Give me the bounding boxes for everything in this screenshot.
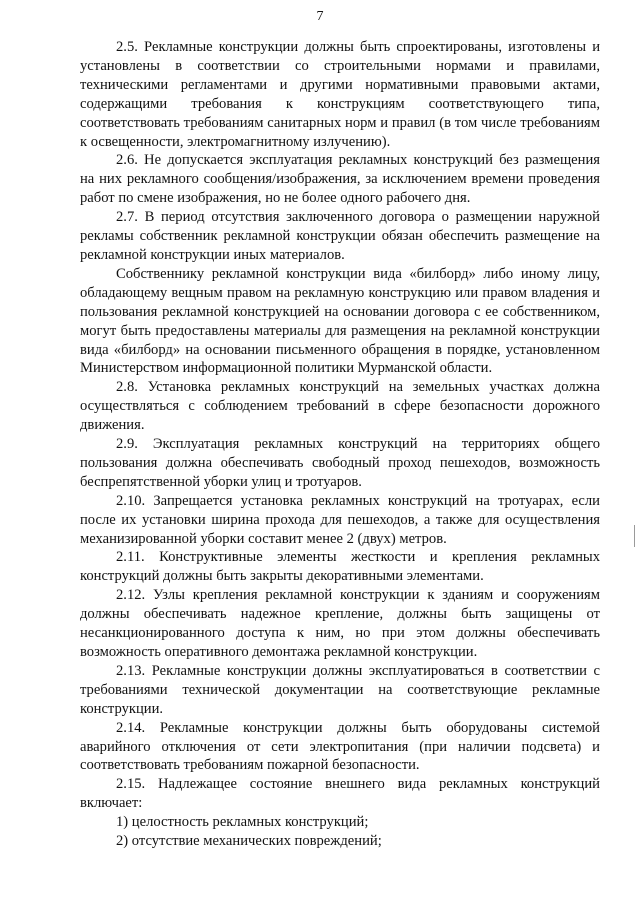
paragraph-billboard-owner: Собственнику рекламной конструкции вида «билборд» либо иному лицу, обладающему вещным правом на рекламную конструкцию или правом владения и пользования рекламной конструкцией на основании договора с ее собственником, могут быть предоставлены материалы для размещения на рекламной конструкции вида «билборд» на основании письменного обращения в порядке, установленном Министерством информационной политики Мурманской области. bbox=[80, 265, 600, 377]
paragraph-2-13: 2.13. Рекламные конструкции должны эксплуатироваться в соответствии с требованиями технической документации на соответствующие рекламные конструкции. bbox=[80, 662, 600, 717]
document-body bbox=[80, 38, 600, 851]
paragraph-2-8: 2.8. Установка рекламных конструкций на земельных участках должна осуществляться с соблюдением требований в сфере безопасности дорожного движения. bbox=[80, 379, 600, 434]
list-item-2: 2) отсутствие механических повреждений; bbox=[116, 833, 382, 850]
paragraph-2-9: 2.9. Эксплуатация рекламных конструкций на территориях общего пользования должна обеспечивать свободный проход пешеходов, возможность беспрепятственной уборки улиц и тротуаров. bbox=[80, 436, 600, 490]
paragraph-2-14: 2.14. Рекламные конструкции должны быть оборудованы системой аварийного отключения от сети электропитания (при наличии подсвета) и соответствовать требованиям пожарной безопасности. bbox=[80, 719, 600, 774]
paragraph-2-5: 2.5. Рекламные конструкции должны быть спроектированы, изготовлены и установлены в соответствии со строительными нормами и правилами, техническими регламентами и другими нормативными правовыми актами, содержащими требования к конструкциям соответствующего типа, соответствовать требованиям санитарных норм и правил (в том числе требованиям к освещенности, электромагнитному излучению). bbox=[80, 39, 600, 150]
paragraph-2-7: 2.7. В период отсутствия заключенного договора о размещении наружной рекламы собственник рекламной конструкции обязан обеспечить размещение на рекламной конструкции иных материалов. bbox=[80, 209, 600, 263]
paragraph-2-6: 2.6. Не допускается эксплуатация рекламных конструкций без размещения на них рекламного сообщения/изображения, за исключением времени проведения работ по смене изображения, но не более одного рабочего дня. bbox=[80, 152, 600, 207]
list-item-1: 1) целостность рекламных конструкций; bbox=[116, 814, 369, 831]
paragraph-2-10: 2.10. Запрещается установка рекламных конструкций на тротуарах, если после их установки ширина прохода для пешеходов, а также для осуществления механизированной уборки составит менее 2 (двух) метров. bbox=[80, 492, 600, 547]
paragraph-2-12: 2.12. Узлы крепления рекламной конструкции к зданиям и сооружениям должны обеспечивать надежное крепление, должны быть защищены от несанкционированного доступа к ним, но при этом должны обеспечивать возможность оперативного демонтажа рекламной конструкции. bbox=[80, 587, 600, 660]
paragraph-2-11: 2.11. Конструктивные элементы жесткости и крепления рекламных конструкций должны быть закрыты декоративными элементами. bbox=[80, 549, 600, 585]
page-number: 7 bbox=[316, 9, 324, 24]
scan-margin-mark bbox=[634, 525, 635, 547]
paragraph-2-15: 2.15. Надлежащее состояние внешнего вида рекламных конструкций включает: bbox=[80, 776, 600, 812]
